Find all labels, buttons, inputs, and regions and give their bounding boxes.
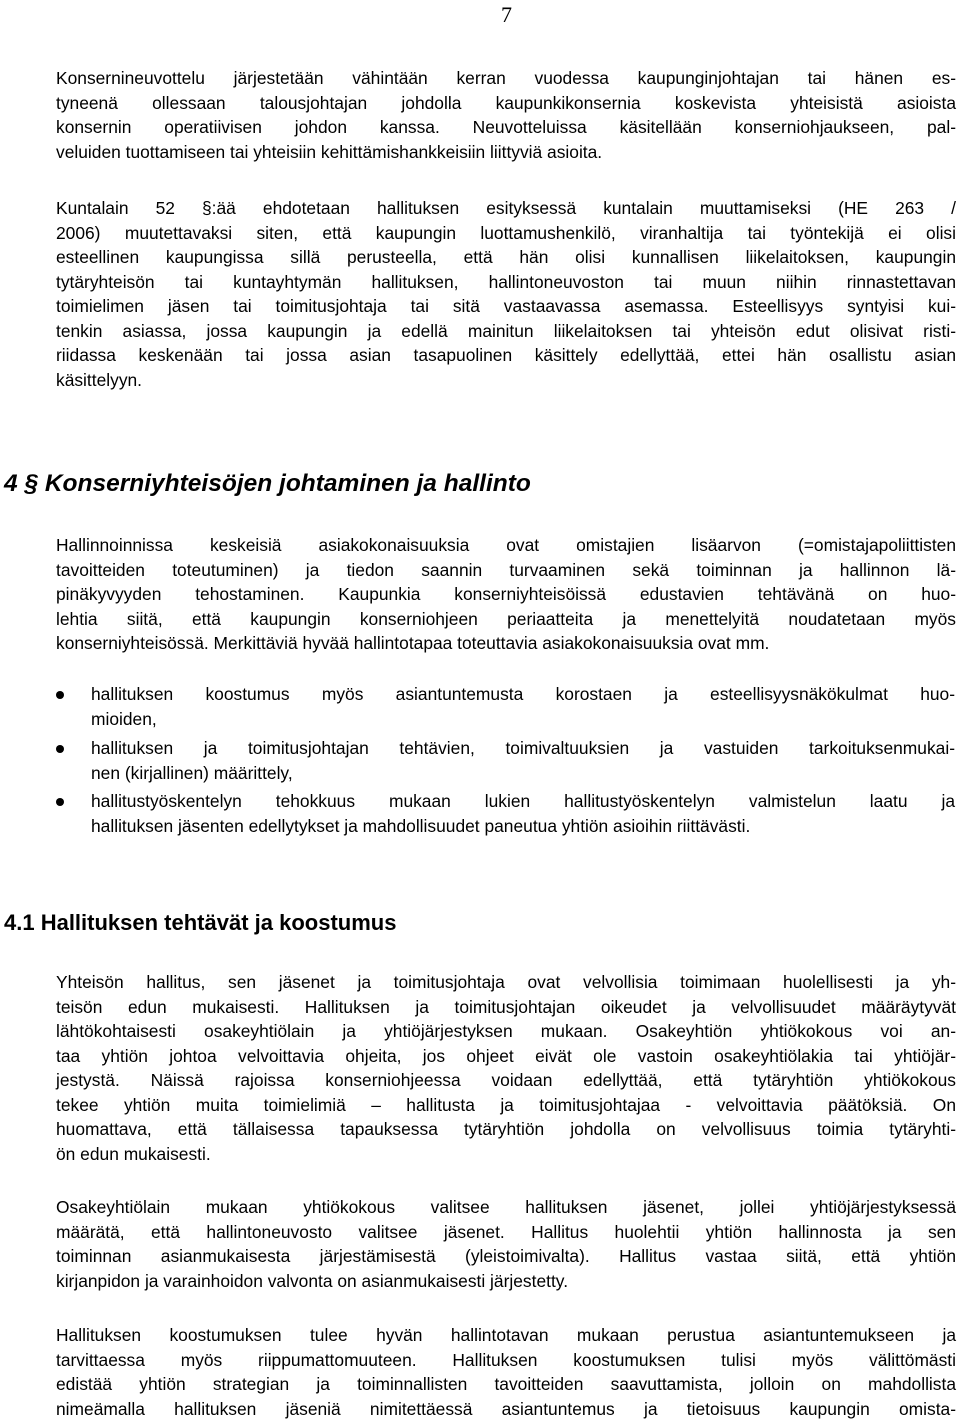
text-line: toiminnan asianmukaisesta järjestämisestä (yleistoimivalta). Hallitus vastaa siitä, että yhtiön bbox=[56, 1246, 956, 1266]
text-line: nimeämalla hallituksen jäseniä nimitettäessä asiantuntemus ja tietoisuus kaupungin omista- bbox=[56, 1398, 956, 1419]
bullet-icon bbox=[56, 798, 64, 806]
section-heading-4: 4 § Konserniyhteisöjen johtaminen ja hallinto bbox=[4, 470, 531, 497]
text-line: esteellinen kaupungissa sillä perusteella, että hän olisi kunnallisen liikelaitoksen, kaupungin bbox=[56, 247, 956, 267]
text-line: tenkin asiassa, jossa kaupungin ja edellä mainitun liikelaitoksen tai yhteisön edut olisivat risti- bbox=[56, 320, 956, 341]
paragraph-osakeyhtiolain bbox=[56, 1195, 956, 1293]
text-line: käsittelyyn. bbox=[56, 369, 143, 390]
text-line: riidassa keskenään tai jossa asian tasapuolinen käsittely edellyttää, ettei hän osallistu asian bbox=[56, 345, 956, 365]
bullet-icon bbox=[56, 691, 64, 699]
paragraph-hallinnoinnissa bbox=[56, 533, 956, 656]
text-line: ön edun mukaisesti. bbox=[56, 1143, 211, 1164]
text-line: jestystä. Näissä rajoissa konserniohjeessa voidaan edellyttää, että tytäryhtiön yhtiökokous bbox=[56, 1070, 956, 1090]
text-line: toimielimen jäsen tai toimitusjohtaja tai sitä vastaavassa asemassa. Esteellisyys syntyisi kui- bbox=[56, 296, 956, 316]
text-line: määrätä, että hallintoneuvosto valitsee jäsenet. Hallitus huolehtii yhtiön hallinnosta ja sen bbox=[56, 1221, 956, 1242]
text-line: veluiden tuottamiseen tai yhteisiin kehittämishankkeisiin liittyviä asioita. bbox=[56, 141, 603, 162]
text-line: Osakeyhtiölain mukaan yhtiökokous valitsee hallituksen jäsenet, jollei yhtiöjärjestyksessä bbox=[56, 1197, 956, 1217]
page-number: 7 bbox=[501, 2, 512, 27]
text-line: tytäryhteisön tai kuntayhtymän hallituksen, hallintoneuvoston tai muun niihin rinnastettavan bbox=[56, 271, 956, 292]
text-line: hallituksen ja toimitusjohtajan tehtävien, toimivaltuuksien ja vastuiden tarkoituksenmukai- bbox=[91, 738, 955, 758]
paragraph-kuntalain bbox=[56, 196, 956, 392]
text-line: teisön edun mukaisesti. Hallituksen ja toimitusjohtajan oikeudet ja velvollisuudet määräytyvät bbox=[56, 996, 956, 1017]
paragraph-konsernineuvottelu bbox=[56, 66, 956, 164]
paragraph-hallituksen-koostumuksen bbox=[56, 1323, 956, 1421]
text-line: hallituksen jäsenten edellytykset ja mahdollisuudet paneutua yhtiön asioihin riittävästi. bbox=[91, 815, 751, 836]
text-line: tavoitteiden toteutuminen) ja tiedon saannin turvaaminen sekä toiminnan ja hallinnon lä- bbox=[56, 559, 956, 580]
text-line: huomattava, että tällaisessa tapauksessa tytäryhtiön johdolla on velvollisuus toimia tytäryhti- bbox=[56, 1119, 956, 1139]
text-line: tarvittaessa myös riippumattomuuteen. Hallituksen koostumuksen tulisi myös välittömästi bbox=[56, 1349, 956, 1370]
text-line: konserniyhteisössä. Merkittäviä hyvää hallintotapaa toteuttavia asiakokonaisuuksia ovat mm. bbox=[56, 633, 770, 653]
text-line: Konsernineuvottelu järjestetään vähintään kerran vuodessa kaupunginjohtajan tai hänen es- bbox=[56, 68, 956, 88]
text-line: hallitustyöskentelyn tehokkuus mukaan lukien hallitustyöskentelyn valmistelun laatu ja bbox=[91, 791, 955, 811]
text-line: taa yhtiön johtoa velvoittavia ohjeita, jos ohjeet eivät ole vastoin osakeyhtiölakia tai yhtiöjär- bbox=[56, 1045, 956, 1066]
text-line: hallituksen koostumus myös asiantuntemusta korostaen ja esteellisyysnäkökulmat huo- bbox=[91, 684, 955, 704]
section-heading-4-1: 4.1 Hallituksen tehtävät ja koostumus bbox=[4, 910, 397, 935]
text-line: tekee yhtiön muita toimielimiä – hallitusta ja toimitusjohtajaa - velvoittavia päätöksiä. On bbox=[56, 1094, 956, 1115]
text-line: Hallinnoinnissa keskeisiä asiakokonaisuuksia ovat omistajien lisäarvon (=omistajapoliittisten bbox=[56, 535, 956, 555]
text-line: mioiden, bbox=[91, 708, 157, 729]
text-line: edistää yhtiön strategian ja toiminnallisten tavoitteiden saavuttamista, jolloin on mahdollista bbox=[56, 1374, 956, 1394]
text-line: pinäkyvyyden tehostaminen. Kaupunkia konserniyhteisöissä edustavien tehtävänä on huo- bbox=[56, 584, 956, 604]
text-line: Hallituksen koostumuksen tulee hyvän hallintotavan mukaan perustua asiantuntemukseen ja bbox=[56, 1325, 956, 1345]
text-line: lähtökohtaisesti osakeyhtiölain ja yhtiöjärjestyksen mukaan. Osakeyhtiön yhtiökokous voi an- bbox=[56, 1021, 956, 1041]
bullet-icon bbox=[56, 745, 64, 753]
text-line: tyneenä ollessaan talousjohtajan johdolla kaupunkikonsernia koskevista yhteisistä asioista bbox=[56, 92, 956, 113]
text-line: kirjanpidon ja varainhoidon valvonta on asianmukaisesti järjestetty. bbox=[56, 1270, 569, 1291]
text-line: lehtia siitä, että kaupungin konserniohjeen periaatteita ja menettelyitä noudatetaan myös bbox=[56, 608, 956, 629]
text-line: Kuntalain 52 §:ää ehdotetaan hallituksen esityksessä kuntalain muuttamiseksi (HE 263 / bbox=[56, 198, 956, 218]
text-line: 2006) muutettavaksi siten, että kaupungin luottamushenkilö, viranhaltija tai työntekijä ei olisi bbox=[56, 222, 956, 243]
text-line: nen (kirjallinen) määrittely, bbox=[91, 762, 293, 783]
text-line: konsernin operatiivisen johdon kanssa. Neuvotteluissa käsitellään konserniohjaukseen, pal- bbox=[56, 117, 956, 137]
text-line: Yhteisön hallitus, sen jäsenet ja toimitusjohtaja ovat velvollisia toimimaan huolellisesti ja yh- bbox=[56, 972, 956, 992]
paragraph-yhteison-hallitus bbox=[56, 970, 956, 1166]
